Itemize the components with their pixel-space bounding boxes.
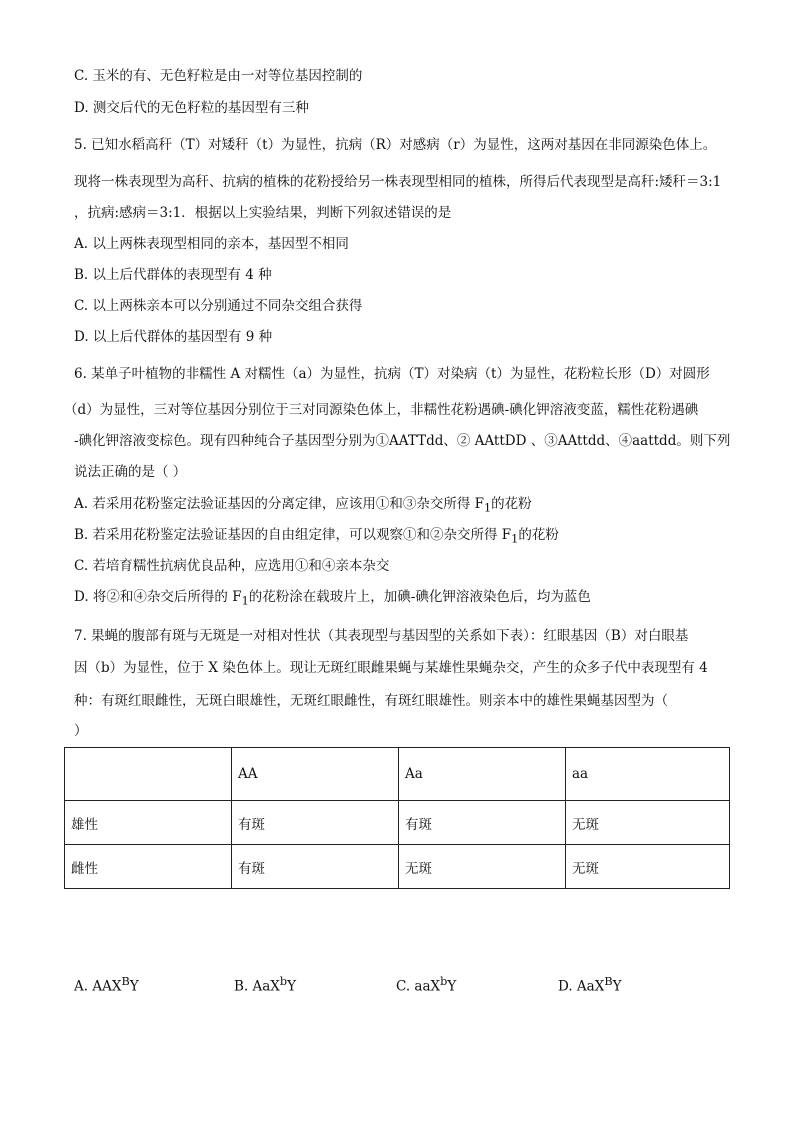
table-row [65,801,730,845]
q7-stem-line-4: ） [74,723,88,739]
q7-stem-line-2: 因（b）为显性，位于 X 染色体上。现让无斑红眼雌果蝇与某雄性果蝇杂交，产生的众多子代中表现型有 4 [74,660,708,676]
q7-stem-line-1: 7. 果蝇的腹部有斑与无斑是一对相对性状（其表现型与基因型的关系如下表）：红眼基因（B）对白眼基 [74,628,689,644]
q7-option-d: D. AaX$^B$Y [558,975,622,995]
q6-stem-line-2: （d）为显性，三对等位基因分别位于三对同源染色体上，非糯性花粉遇碘-碘化钾溶液变蓝，糯性花粉遇碘 [64,402,699,418]
q7-option-a: A. $AAX^BY$ [74,975,139,995]
q7-option-c: C. aaX$^b$Y [396,975,457,995]
table-row [65,845,730,889]
q6-stem-line-4: 说法正确的是（ ） [74,464,187,480]
table-header-row [65,748,730,801]
q6-option-c: C. 若培育糯性抗病优良品种，应选用①和④亲本杂交 [74,558,390,574]
table-cell: 无斑 [566,845,730,889]
q6-option-d: D. 将②和④杂交后所得的 $F_1$的花粉涂在载玻片上，加碘-碘化钾溶液染色后，均为蓝色 [74,589,591,608]
q6-stem-line-3: -碘化钾溶液变棕色。现有四种纯合子基因型分别为①AATTdd、② AAttDD 、③AAttdd、④aattdd。则下列 [74,433,731,449]
table-cell: 有斑 [399,801,566,845]
table-cell: 有斑 [232,845,399,889]
q5-stem-line-2: 现将一株表现型为高秆、抗病的植株的花粉授给另一株表现型相同的植株，所得后代表现型是高秆:矮秆＝3:1 [74,174,722,190]
q5-option-b: B. 以上后代群体的表现型有 4 种 [74,267,272,283]
table-header-cell [65,748,232,801]
genotype-table [64,747,730,889]
q6-stem-line-1: 6. 某单子叶植物的非糯性 A 对糯性（a）为显性，抗病（T）对染病（t）为显性，花粉粒长形（D）对圆形 [74,366,710,382]
q4-option-d: D. 测交后代的无色籽粒的基因型有三种 [74,100,309,116]
table-cell: 雄性 [65,801,232,845]
table-header-cell: Aa [399,748,566,801]
q5-option-c: C. 以上两株亲本可以分别通过不同杂交组合获得 [74,298,363,314]
q6-option-b: B. 若采用花粉鉴定法验证基因的自由组定律，可以观察①和②杂交所得 $F_1$的花粉 [74,527,559,546]
q6-option-a: A. 若采用花粉鉴定法验证基因的分离定律，应该用①和③杂交所得 $F_1$的花粉 [74,496,532,515]
q5-stem-line-3: ，抗病:感病＝3:1．根据以上实验结果，判断下列叙述错误的是 [74,205,452,221]
q5-option-d: D. 以上后代群体的基因型有 9 种 [74,329,273,345]
table-header-cell: aa [566,748,730,801]
table-cell: 雌性 [65,845,232,889]
table-header-cell: AA [232,748,399,801]
q7-option-b: B. AaX$^b$Y [234,975,297,995]
table-cell: 有斑 [232,801,399,845]
table-cell: 无斑 [399,845,566,889]
q7-stem-line-3: 种：有斑红眼雌性，无斑白眼雄性，无斑红眼雌性，有斑红眼雄性。则亲本中的雄性果蝇基因型为（ [74,693,668,709]
q5-stem-line-1: 5. 已知水稻高秆（T）对矮秆（t）为显性，抗病（R）对感病（r）为显性，这两对基因在非同源染色体上。 [74,137,717,153]
q5-option-a: A. 以上两株表现型相同的亲本，基因型不相同 [74,236,349,252]
q4-option-c: C. 玉米的有、无色籽粒是由一对等位基因控制的 [74,68,363,84]
table-cell: 无斑 [566,801,730,845]
